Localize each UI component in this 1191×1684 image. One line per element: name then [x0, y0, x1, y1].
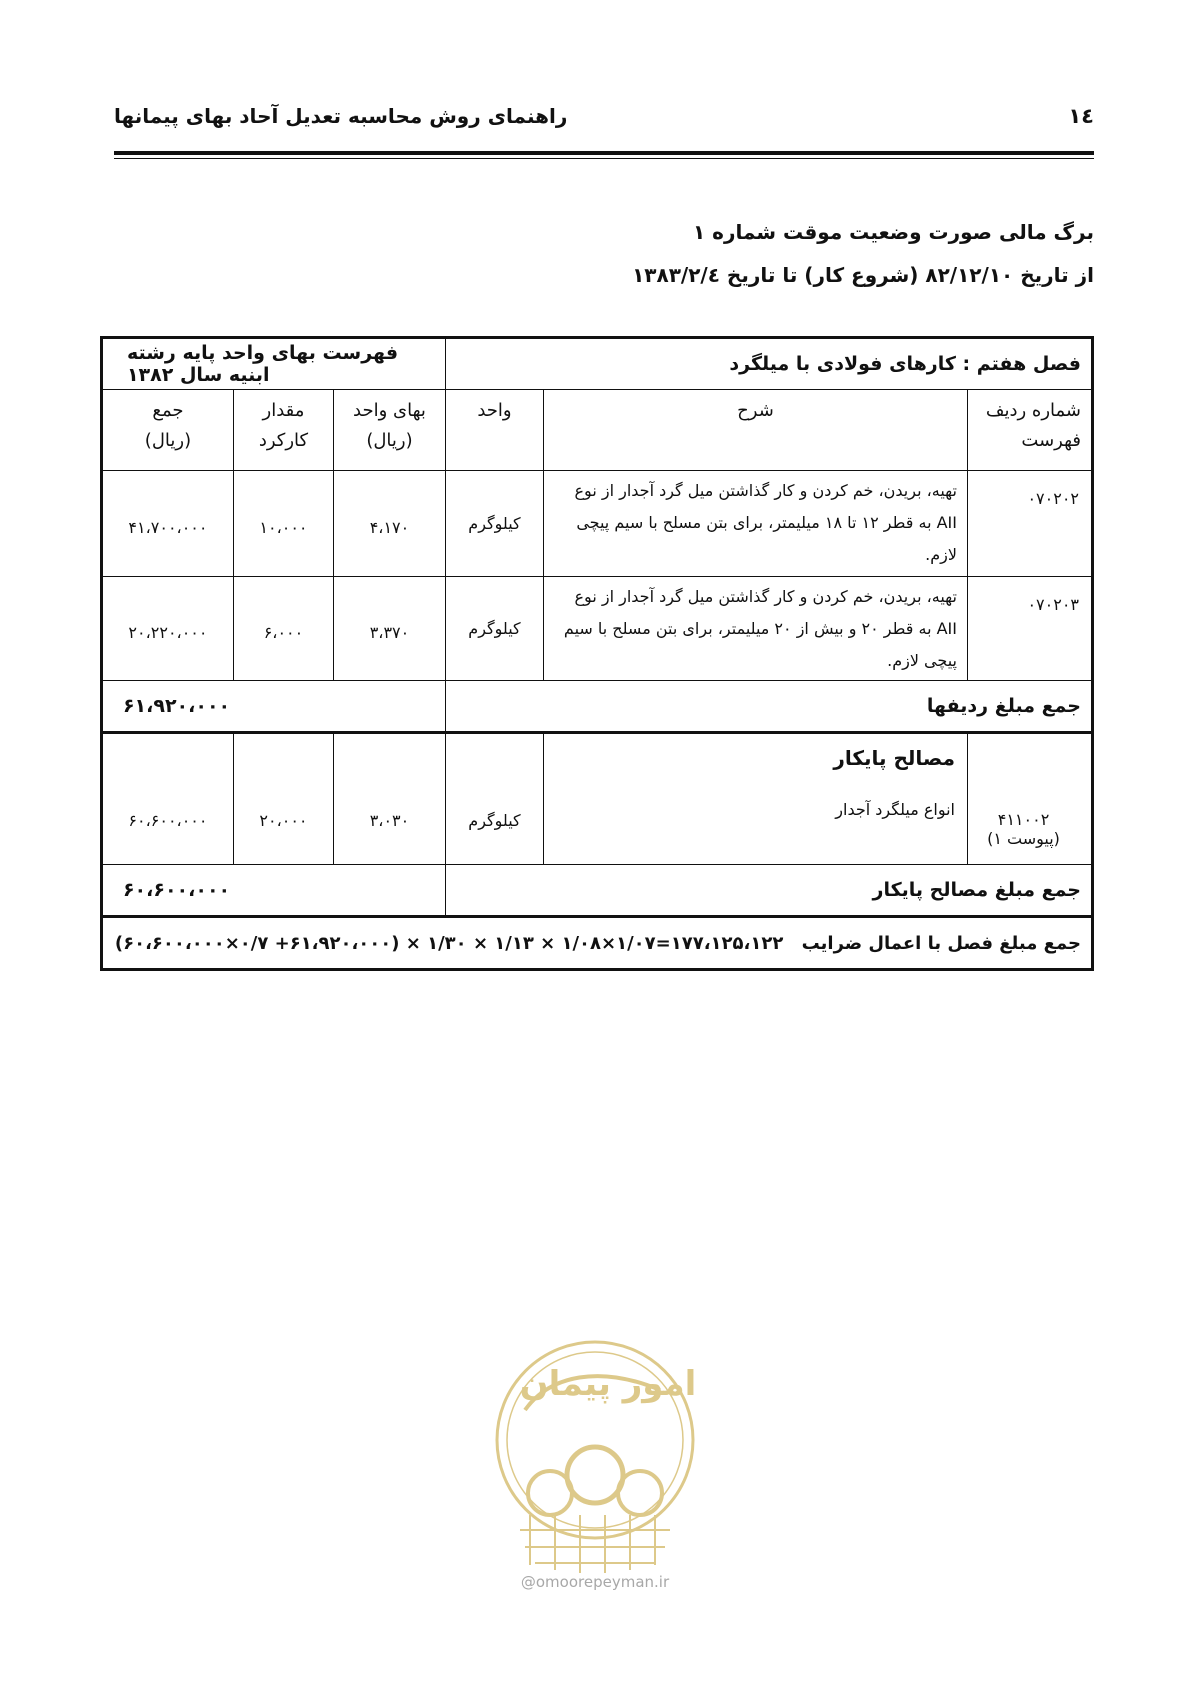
material-quantity: ۲۰،۰۰۰ — [233, 733, 333, 865]
material-description-text: انواع میلگرد آجدار — [835, 800, 955, 819]
header-description: شرح — [544, 390, 968, 471]
header-code-line2: فهرست — [1021, 430, 1081, 451]
item-description — [544, 577, 968, 681]
rows-sum-value: ۶۱،۹۲۰،۰۰۰ — [101, 681, 445, 733]
material-code — [968, 733, 1093, 865]
header-code — [968, 390, 1093, 471]
financial-table — [103, 336, 1094, 971]
material-description — [544, 733, 968, 865]
page-header — [114, 102, 1094, 132]
watermark-logo-text: امور پیمان — [519, 1364, 697, 1404]
grand-total-cell — [101, 917, 1092, 970]
header-total-line2: (ریال) — [144, 430, 192, 451]
grand-total-formula: ۱۷۷،۱۲۵،۱۲۲=۱/۰۷×۱/۰۸ × ۱/۱۳ × ۱/۳۰ × (۶۱،۹۲۰،۰۰۰+ ۰/۷×۶۰،۶۰۰،۰۰۰) — [114, 932, 784, 954]
header-quantity-line1: مقدار — [262, 400, 305, 421]
item-total: ۲۰،۲۲۰،۰۰۰ — [101, 577, 233, 681]
column-header-row — [101, 390, 1092, 471]
item-description-line: پیچی لازم. — [887, 651, 957, 670]
item-code: ۰۷۰۲۰۲ — [968, 471, 1093, 577]
materials-sum-value: ۶۰،۶۰۰،۰۰۰ — [101, 865, 445, 917]
header-unit: واحد — [445, 390, 543, 471]
material-code-note: (پیوست ۱) — [987, 829, 1060, 848]
table-row — [101, 577, 1092, 681]
header-quantity — [233, 390, 333, 471]
header-unit-price-line1: بهای واحد — [353, 400, 426, 421]
header-unit-price — [333, 390, 445, 471]
table-row — [101, 733, 1092, 865]
table-row — [101, 471, 1092, 577]
item-unit-price: ۳،۳۷۰ — [333, 577, 445, 681]
header-quantity-line2: کارکرد — [258, 430, 309, 451]
header-total — [101, 390, 233, 471]
item-unit-price: ۴،۱۷۰ — [333, 471, 445, 577]
section-header-row — [101, 338, 1092, 390]
item-unit: کیلوگرم — [445, 471, 543, 577]
rows-sum-row — [101, 681, 1092, 733]
header-total-line1: جمع — [152, 400, 184, 421]
material-unit: کیلوگرم — [445, 733, 543, 865]
item-code: ۰۷۰۲۰۳ — [968, 577, 1093, 681]
rows-sum-label: جمع مبلغ ردیفها — [445, 681, 1092, 733]
item-description-line: تهیه، بریدن، خم کردن و کار گذاشتن میل گرد آجدار از نوع — [574, 481, 957, 500]
header-rule-thick — [114, 151, 1094, 155]
item-total: ۴۱،۷۰۰،۰۰۰ — [101, 471, 233, 577]
item-description — [544, 471, 968, 577]
item-quantity: ۶،۰۰۰ — [233, 577, 333, 681]
materials-sum-label: جمع مبلغ مصالح پایکار — [445, 865, 1092, 917]
price-list-title: فهرست بهای واحد پایه رشته ابنیه سال ۱۳۸۲ — [101, 338, 445, 390]
item-description-line: AII به قطر ۱۲ تا ۱۸ میلیمتر، برای بتن مسلح با سیم پیچی — [576, 513, 957, 532]
document-subtitle: از تاریخ ۸۲/۱۲/۱۰ (شروع کار) تا تاریخ ۱۳۸۳/۲/٤ — [632, 263, 1094, 287]
grand-total-row — [101, 917, 1092, 970]
header-unit-price-line2: (ریال) — [366, 430, 413, 451]
item-description-line: تهیه، بریدن، خم کردن و کار گذاشتن میل گرد آجدار از نوع — [574, 587, 957, 606]
materials-sum-row — [101, 865, 1092, 917]
item-quantity: ۱۰،۰۰۰ — [233, 471, 333, 577]
grand-total-label: جمع مبلغ فصل با اعمال ضرایب — [801, 932, 1081, 954]
header-code-line1: شماره ردیف — [985, 400, 1081, 421]
running-title: راهنمای روش محاسبه تعدیل آحاد بهای پیمانها — [114, 104, 568, 128]
item-description-line: لازم. — [925, 545, 957, 564]
watermark-caption: @omoorepeyman.ir — [520, 1573, 670, 1591]
materials-heading: مصالح پایکار — [833, 746, 955, 770]
material-code-value: ۴۱۱۰۰۲ — [997, 810, 1050, 829]
document-title: برگ مالی صورت وضعیت موقت شماره ۱ — [692, 220, 1094, 244]
material-unit-price: ۳،۰۳۰ — [333, 733, 445, 865]
section-title: فصل هفتم : کارهای فولادی با میلگرد — [445, 338, 1092, 390]
page-number: ١٤ — [1068, 104, 1094, 128]
item-description-line: AII به قطر ۲۰ و بیش از ۲۰ میلیمتر، برای بتن مسلح با سیم — [563, 619, 957, 638]
header-rule-thin — [114, 158, 1094, 159]
item-unit: کیلوگرم — [445, 577, 543, 681]
material-total: ۶۰،۶۰۰،۰۰۰ — [101, 733, 233, 865]
